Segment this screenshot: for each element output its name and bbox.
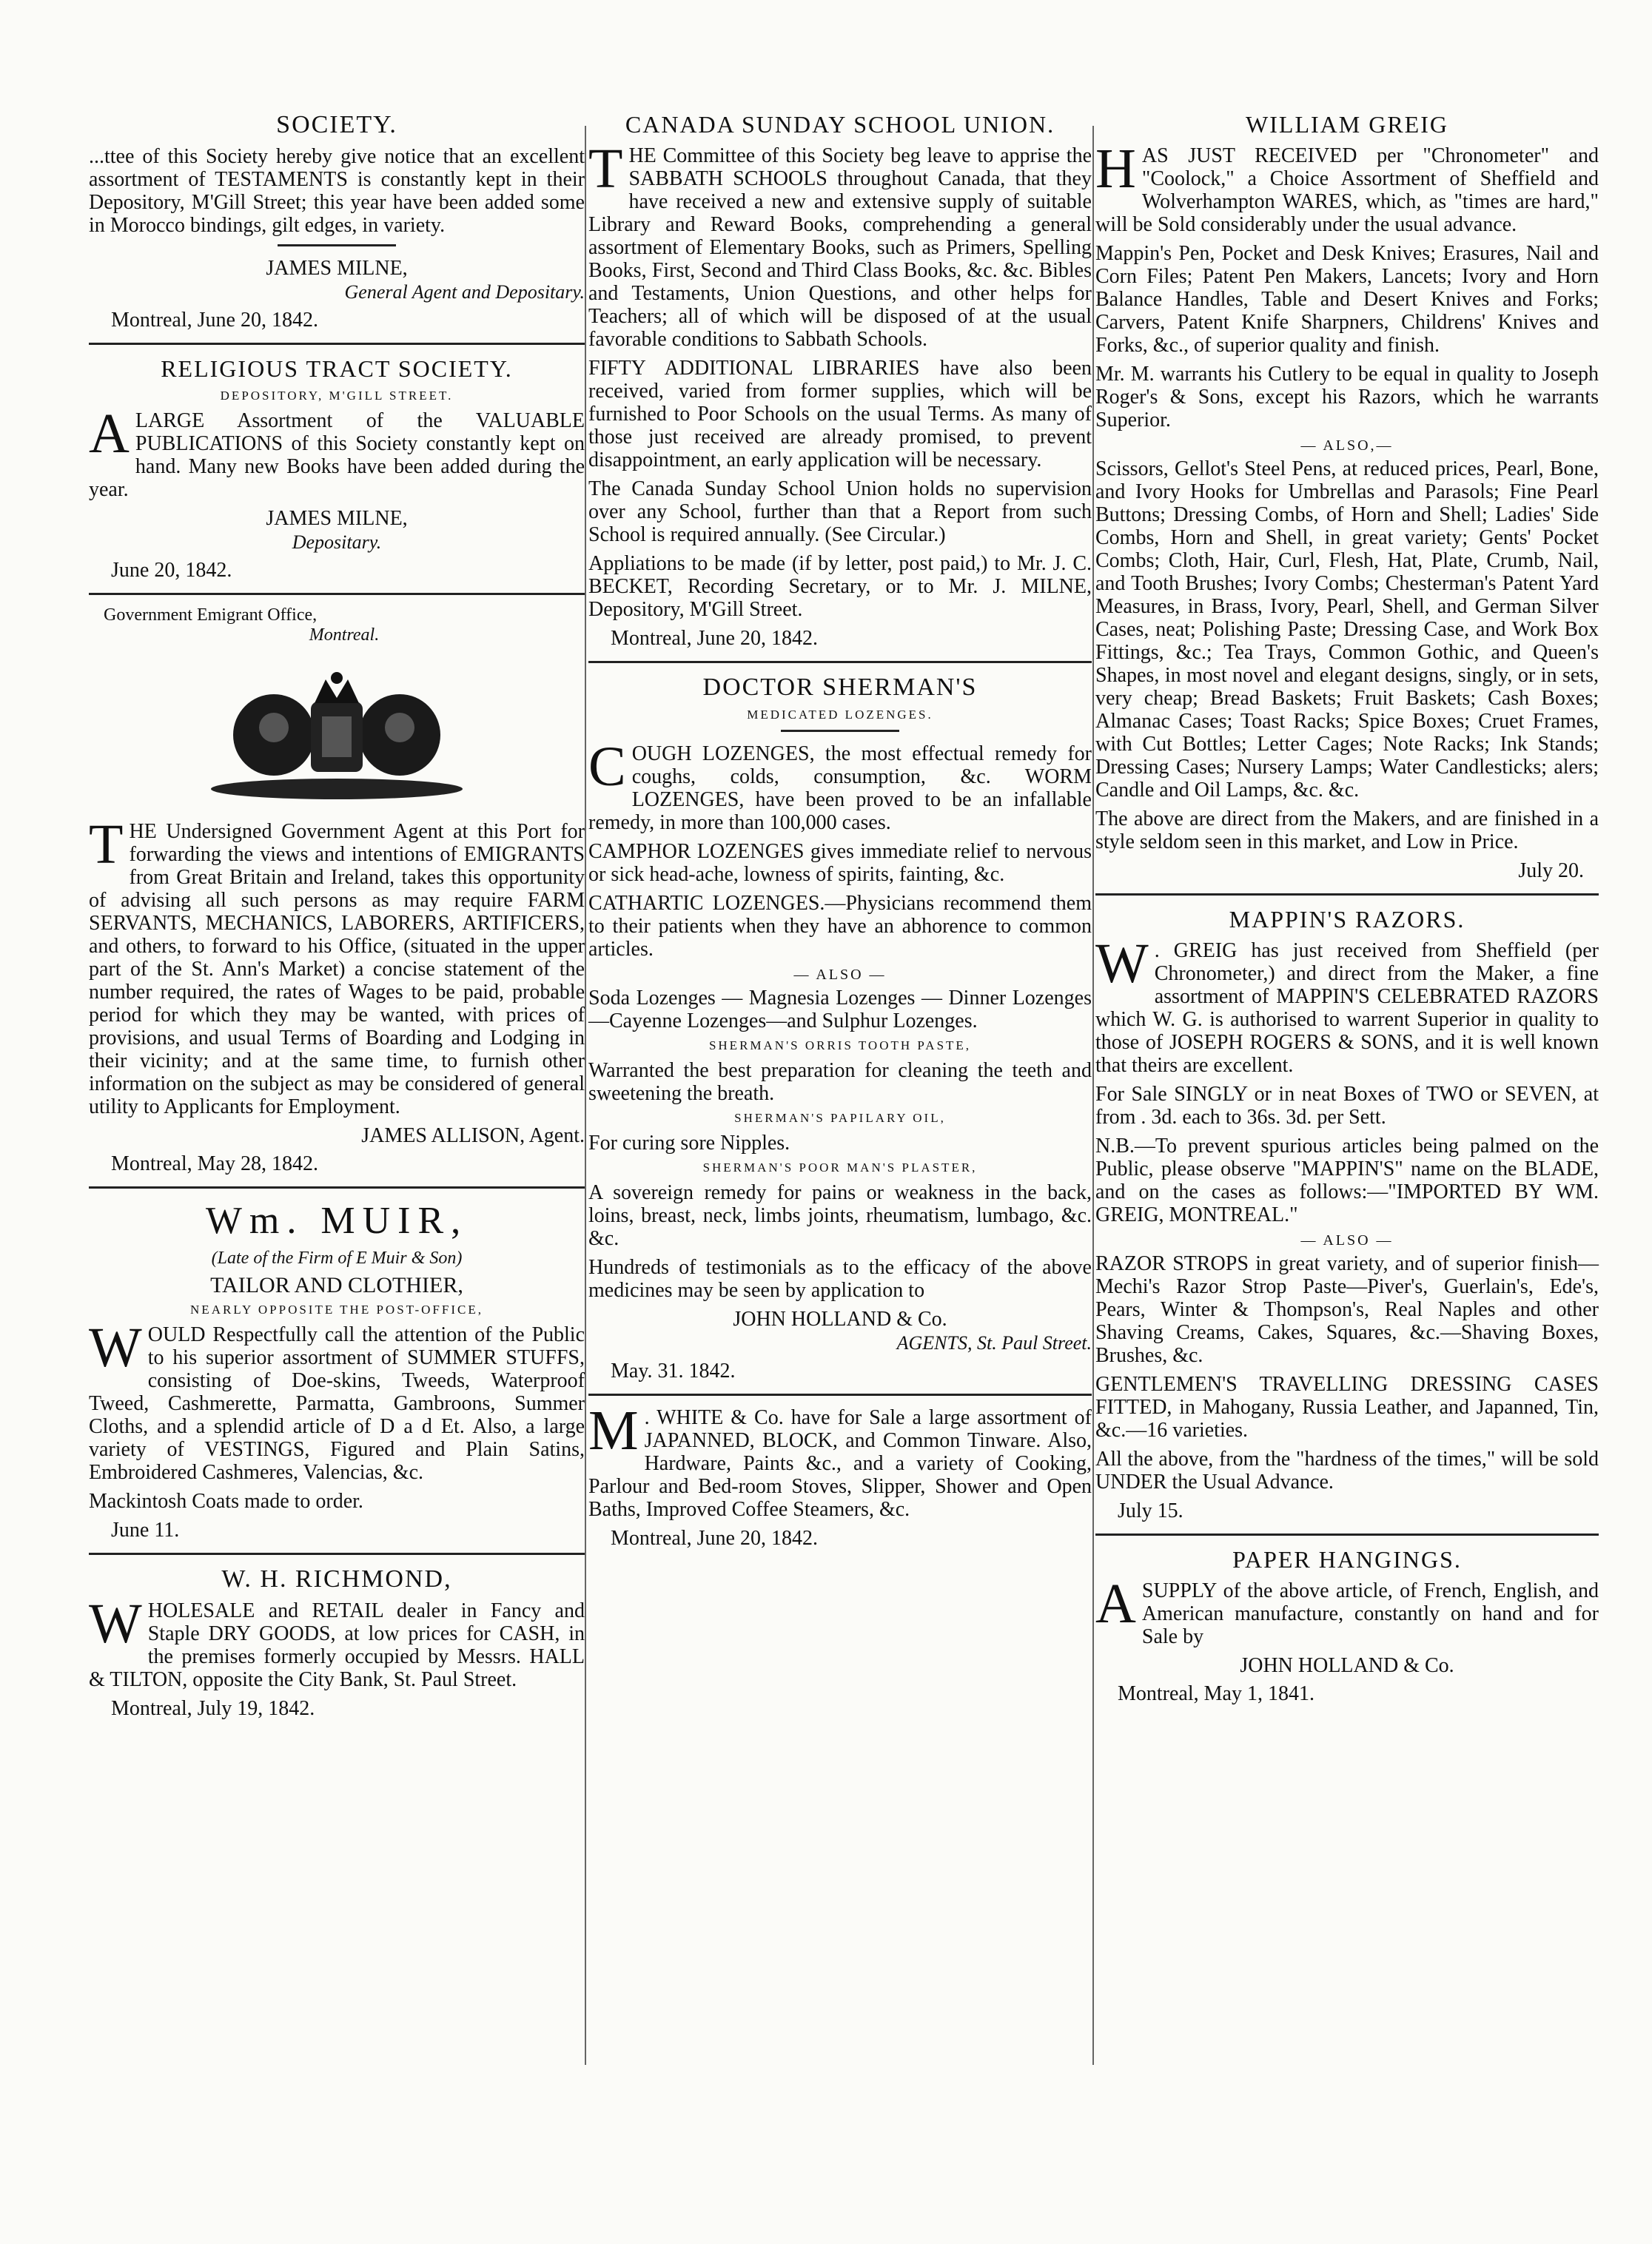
drop-cap: T <box>89 813 124 876</box>
ad-date: Montreal, May 28, 1842. <box>111 1152 318 1175</box>
ad-body: Warranted the best preparation for cleaning the teeth and sweetening the breath. <box>588 1059 1092 1105</box>
divider <box>781 730 899 732</box>
ad-body: OULD Respectfully call the attention of the Public to his superior assortment of SUMMER STUFFS, consisting of Doe-skins, Tweeds, Waterproof Tweed, Cashmerette, Parmatta, Gambroons, Summer Cloths, and a splendid article of D a d Et. Also, a large variety of VESTINGS, Figured and Plain Satins, Embroidered Cashmeres, Valencias, &c. <box>89 1323 585 1484</box>
muir-tailor-ad <box>89 1199 585 1542</box>
ad-body: ...ttee of this Society hereby give notice that an excellent assortment of TESTAMENTS is constantly kept in their Depository, M'Gill Street; this year have been added some in Morocco bindings, gilt edges, in variety. <box>89 145 585 237</box>
ad-body: LARGE Assortment of the VALUABLE PUBLICATIONS of this Society constantly kept on hand. Many new Books have been added during the year. <box>89 409 585 501</box>
signature: JAMES ALLISON, Agent. <box>361 1124 585 1147</box>
divider <box>89 593 585 595</box>
divider <box>1095 1533 1599 1536</box>
white-tinware-ad <box>588 1400 1092 1551</box>
divider <box>89 1186 585 1189</box>
royal-arms-emblem-icon <box>204 657 470 805</box>
column-divider <box>585 126 586 2065</box>
ad-date: Montreal, June 20, 1842. <box>111 309 318 332</box>
ad-title: DOCTOR SHERMAN'S <box>702 673 978 701</box>
ad-note: (Late of the Firm of E Muir & Son) <box>211 1249 463 1268</box>
greig-wares-ad <box>1095 111 1599 883</box>
ad-body: For curing sore Nipples. <box>588 1132 790 1155</box>
drop-cap: A <box>89 403 130 465</box>
ad-date: May. 31. 1842. <box>611 1360 736 1383</box>
ad-title: MAPPIN'S RAZORS. <box>1229 906 1465 933</box>
drop-cap: H <box>1095 138 1136 200</box>
right-column <box>1095 111 1599 1713</box>
ad-date: July 20. <box>1518 859 1584 882</box>
also-heading: — ALSO — <box>793 967 887 983</box>
drop-cap: W <box>1095 933 1149 995</box>
ad-title: RELIGIOUS TRACT SOCIETY. <box>161 355 513 382</box>
ad-date: June 20, 1842. <box>111 559 232 582</box>
ad-title: PAPER HANGINGS. <box>1232 1546 1462 1573</box>
office-heading <box>104 605 585 645</box>
also-heading: — ALSO,— <box>1300 437 1394 454</box>
ad-date: Montreal, July 19, 1842. <box>111 1697 315 1720</box>
ad-body: The Canada Sunday School Union holds no supervision over any School, further than that a Report from such School is required annually. (See Circular.) <box>588 477 1092 546</box>
signature: JOHN HOLLAND & Co. <box>1240 1654 1454 1677</box>
divider <box>89 343 585 345</box>
ad-body: CATHARTIC LOZENGES.—Physicians recommend them to their patients when they have an abhorence to common articles. <box>588 892 1092 961</box>
ad-date: June 11. <box>111 1519 180 1542</box>
ad-date: Montreal, June 20, 1842. <box>611 1527 818 1550</box>
divider <box>1095 893 1599 896</box>
ad-date: July 15. <box>1118 1499 1183 1522</box>
ad-title: W. H. RICHMOND, <box>221 1565 452 1593</box>
signature: JAMES MILNE, <box>266 257 408 280</box>
ad-title: CANADA SUNDAY SCHOOL UNION. <box>625 111 1055 138</box>
ad-body: FIFTY ADDITIONAL LIBRARIES have also been received, varied from former supplies, which will be furnished to Poor Schools on the usual Terms. As many of those just received are already promised, to prevent disappointment, an early application will be necessary. <box>588 357 1092 471</box>
ad-body: Appliations to be made (if by letter, post paid,) to Mr. J. C. BECKET, Recording Secretary, or to Mr. J. MILNE, Depository, M'Gill Street. <box>588 552 1092 621</box>
also-heading: — ALSO — <box>1300 1232 1394 1249</box>
office-city: Montreal. <box>309 625 380 645</box>
signature: JAMES MILNE, <box>266 507 408 530</box>
ad-location: NEARLY OPPOSITE THE POST-OFFICE, <box>190 1303 483 1317</box>
ad-body: N.B.—To prevent spurious articles being palmed on the Public, please observe "MAPPIN'S" name on the BLADE, and on the cases as follows:—"IMPORTED BY WM. GREIG, MONTREAL." <box>1095 1135 1599 1226</box>
product-heading: SHERMAN'S ORRIS TOOTH PASTE, <box>708 1038 972 1052</box>
ad-body: CAMPHOR LOZENGES gives immediate relief to nervous or sick head-ache, lowness of spirits, fainting, &c. <box>588 840 1092 886</box>
sunday-school-union-ad <box>588 111 1092 651</box>
drop-cap: C <box>588 736 626 798</box>
signature: JOHN HOLLAND & Co. <box>733 1308 947 1331</box>
drop-cap: A <box>1095 1573 1136 1635</box>
drop-cap: T <box>588 138 623 200</box>
middle-column <box>588 111 1092 1558</box>
ad-body: A sovereign remedy for pains or weakness in the back, loins, breast, neck, limbs joints, rheumatism, lumbago, &c. &c. <box>588 1181 1092 1250</box>
ad-extra: Mackintosh Coats made to order. <box>89 1490 363 1513</box>
ad-subtitle: MEDICATED LOZENGES. <box>747 708 933 722</box>
ad-body: For Sale SINGLY or in neat Boxes of TWO or SEVEN, at from . 3d. each to 36s. 3d. per Sett. <box>1095 1083 1599 1129</box>
signature-title: Depositary. <box>292 531 382 553</box>
ad-subtitle: DEPOSITORY, M'GILL STREET. <box>220 389 454 403</box>
divider <box>89 1553 585 1555</box>
ad-body: HE Committee of this Society beg leave to apprise the SABBATH SCHOOLS throughout Canada, that they have received a new and extensive supply of suitable Library and Reward Books, comprehending a general assortment of Elementary Books, such as Primers, Spelling Books, First, Second and Third Class Books, &c. &c. Bibles and Testaments, Union Questions, and other helps for Teachers; all of which will be disposed of at the usual favorable conditions to Sabbath Schools. <box>588 144 1092 351</box>
ad-body: SUPPLY of the above article, of French, English, and American manufacture, constantly on hand and for Sale by <box>1141 1579 1599 1648</box>
bible-society-ad <box>89 111 585 332</box>
ad-body: Hundreds of testimonials as to the efficacy of the above medicines may be seen by application to <box>588 1256 1092 1302</box>
ad-body: HOLESALE and RETAIL dealer in Fancy and Staple DRY GOODS, at low prices for CASH, in the premises formerly occupied by Messrs. HALL & TILTON, opposite the City Bank, St. Paul Street. <box>89 1599 585 1691</box>
ad-date: Montreal, May 1, 1841. <box>1118 1682 1314 1705</box>
product-heading: SHERMAN'S PAPILARY OIL, <box>734 1111 946 1125</box>
signature-title: General Agent and Depositary. <box>344 281 585 303</box>
drop-cap: W <box>89 1317 142 1379</box>
ad-title: Wm. MUIR, <box>205 1200 469 1242</box>
ad-body: Mappin's Pen, Pocket and Desk Knives; Erasures, Nail and Corn Files; Patent Pen Makers, Lancets; Ivory and Horn Balance Handles, Table and Desert Knives and Forks; Carvers, Patent Knife Sharpners, Childrens' Knives and Forks, &c., of superior quality and finish. <box>1095 242 1599 357</box>
ad-body: The above are direct from the Makers, and are finished in a style seldom seen in this market, and Low in Price. <box>1095 807 1599 853</box>
product-heading: SHERMAN'S POOR MAN'S PLASTER, <box>702 1160 978 1175</box>
ad-body: OUGH LOZENGES, the most effectual remedy for coughs, colds, consumption, &c. WORM LOZENGES, have been proved to be an infallable remedy, in more than 100,000 cases. <box>588 742 1092 834</box>
ad-body: Scissors, Gellot's Steel Pens, at reduced prices, Pearl, Bone, and Ivory Hooks for Umbrellas and Parasols; Fine Pearl Buttons; Dressing Combs, of Horn and Shell; Ladies' Side Combs, Horn and Shell, in great variety; Gents' Pocket Combs; Cloth, Hair, Curl, Flesh, Hat, Plate, Crumb, Nail, and Tooth Brushes; Ivory Combs; Chesterman's Patent Yard Measures, in Brass, Ivory, Pearl, Shell, and German Silver Cases, neat; Polishing Paste; Dressing Case, and Work Box Fittings, &c.; Tea Trays, Common Gothic, and Queen's Shapes, in most novel and elegant designs, singly, or in sets, very cheap; Bread Baskets; Fruit Baskets; Cash Boxes; Almanac Cases; Toast Racks; Spice Boxes; Cruet Frames, with Cut Bottles; Letter Cages; Note Racks; Ink Stands; Dressing Cases; Nursery Lamps; Water Candlesticks; alers; Candle and Oil Lamps, &c. &c. <box>1095 457 1599 802</box>
ad-trade: TAILOR AND CLOTHIER, <box>210 1273 463 1297</box>
mappins-razors-ad <box>1095 906 1599 1523</box>
ad-body: Soda Lozenges — Magnesia Lozenges — Dinner Lozenges—Cayenne Lozenges—and Sulphur Lozenges. <box>588 987 1092 1032</box>
emigrant-office-ad <box>89 605 585 1176</box>
signature-title: AGENTS, St. Paul Street. <box>896 1332 1092 1354</box>
drop-cap: M <box>588 1400 639 1462</box>
ad-body: GENTLEMEN'S TRAVELLING DRESSING CASES FITTED, in Mahogany, Russia Leather, and Japanned, Tin, &c.—16 varieties. <box>1095 1373 1599 1442</box>
ad-date: Montreal, June 20, 1842. <box>611 627 818 650</box>
tract-society-ad <box>89 355 585 582</box>
divider <box>588 1394 1092 1396</box>
ad-body: AS JUST RECEIVED per "Chronometer" and "Coolock," a Choice Assortment of Sheffield and Wolverhampton WARES, which, as "times are hard," will be Sold considerably under the usual advance. <box>1095 144 1599 236</box>
ad-title: WILLIAM GREIG <box>1246 111 1448 138</box>
ad-body: . WHITE & Co. have for Sale a large assortment of JAPANNED, BLOCK, and Common Tinware. Also, Hardware, Paints &c., and a variety of Cooking, Parlour and Bed-room Stoves, Slipper, Shower and Open Baths, Improved Coffee Steamers, &c. <box>588 1406 1092 1521</box>
sherman-lozenges-ad <box>588 673 1092 1383</box>
left-column <box>89 111 585 1728</box>
ad-title: SOCIETY. <box>276 111 397 138</box>
ad-body: HE Undersigned Government Agent at this Port for forwarding the views and intentions of EMIGRANTS from Great Britain and Ireland, takes this opportunity of advising all such persons as may require FARM SERVANTS, MECHANICS, LABORERS, ARTIFICERS, and others, to forward to his Office, (situated in the upper part of the St. Ann's Market) a concise statement of the number required, the rates of Wages to be paid, probable period for which they may be wanted, with prices of provisions, and usual Terms of Boarding and Lodging in their vicinity; and at the same time, to furnish other information on the subject as may be considered of general utility to Applicants for Employment. <box>89 820 585 1118</box>
column-divider <box>1092 126 1094 2065</box>
paper-hangings-ad <box>1095 1546 1599 1706</box>
ad-body: Mr. M. warrants his Cutlery to be equal in quality to Joseph Roger's & Sons, except his Razors, which he warrants Superior. <box>1095 363 1599 431</box>
richmond-ad <box>89 1565 585 1721</box>
ad-body: All the above, from the "hardness of the times," will be sold UNDER the Usual Advance. <box>1095 1448 1599 1494</box>
divider <box>588 661 1092 663</box>
ad-body: . GREIG has just received from Sheffield (per Chronometer,) and direct from the Maker, a fine assortment of MAPPIN'S CELEBRATED RAZORS which W. G. is authorised to warrent Superior in quality to those of JOSEPH ROGERS & SONS, and it is well known that theirs are excellent. <box>1095 939 1599 1077</box>
ad-body: RAZOR STROPS in great variety, and of superior finish—Mechi's Razor Strop Paste—Piver's, Guerlain's, Ede's, Pears, Winter & Thompson's, Real Naples and other Shaving Creams, Cakes, Squares, &c.—Shaving Boxes, Brushes, &c. <box>1095 1252 1599 1367</box>
divider <box>278 244 396 246</box>
office-name: Government Emigrant Office, <box>104 605 318 625</box>
drop-cap: W <box>89 1593 142 1655</box>
